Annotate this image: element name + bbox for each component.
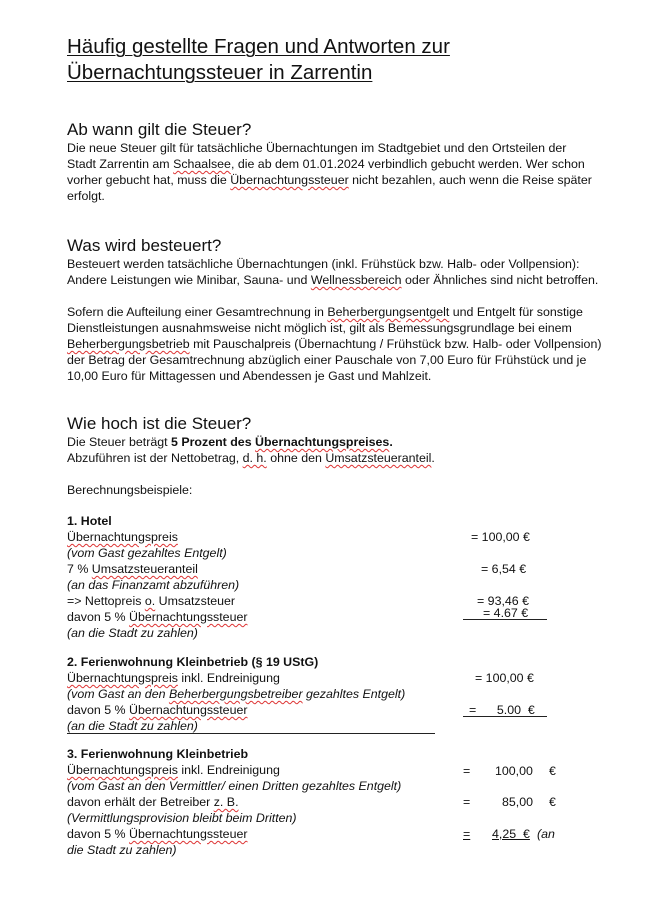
section-heading-when: Ab wann gilt die Steuer? bbox=[67, 120, 252, 139]
example-note: (vom Gast an den Beherbergungsbetreiber gezahltes Entgelt) bbox=[67, 687, 406, 701]
example-row: => Nettopreis o. Umsatzsteuer bbox=[67, 594, 236, 608]
text-line: Andere Leistungen wie Minibar, Sauna- und Wellnessbereich oder Ähnliches sind nicht betroffen. bbox=[67, 273, 599, 287]
equals-sign: = bbox=[463, 795, 471, 809]
example-note: (an die Stadt zu zahlen) bbox=[67, 626, 198, 640]
example-hotel bbox=[67, 513, 247, 641]
example-row: Übernachtungspreis inkl. Endreinigung bbox=[67, 671, 280, 685]
value-cell: = 100,00 € bbox=[471, 530, 530, 544]
value-cell: = 6,54 € bbox=[481, 562, 527, 576]
value-cell: = 4.67 € bbox=[483, 606, 529, 620]
example-note: (Vermittlungsprovision bleibt beim Dritten) bbox=[67, 811, 297, 825]
example-heading: 3. Ferienwohnung Kleinbetrieb bbox=[67, 747, 249, 761]
section-heading-how-much: Wie hoch ist die Steuer? bbox=[67, 414, 252, 433]
title-line-2: Übernachtungssteuer in Zarrentin bbox=[67, 61, 373, 84]
text-line: vorher gebucht hat, muss die Übernachtungssteuer nicht bezahlen, auch wenn die Reise später bbox=[67, 173, 592, 187]
value-cell: = 5.00 € bbox=[469, 703, 535, 717]
text-line: Stadt Zarrentin am Schaalsee, die ab dem 01.01.2024 verbindlich gebucht werden. Wer schon bbox=[67, 157, 585, 171]
section-how-much-text bbox=[67, 434, 435, 498]
sum-rule bbox=[463, 716, 547, 717]
title-line-1: Häufig gestellte Fragen und Antworten zur bbox=[67, 35, 450, 58]
example-row: Übernachtungspreis inkl. Endreinigung bbox=[67, 763, 280, 777]
equals-sign: = bbox=[463, 827, 471, 841]
section-heading-what: Was wird besteuert? bbox=[67, 236, 222, 255]
text-line: Die Steuer beträgt 5 Prozent des Übernachtungspreises. bbox=[67, 435, 393, 449]
section-what bbox=[67, 236, 601, 384]
section-rule bbox=[67, 733, 435, 734]
example-note: (an das Finanzamt abzuführen) bbox=[67, 578, 240, 592]
example-row: 7 % Umsatzsteueranteil bbox=[67, 562, 198, 576]
example-row: davon 5 % Übernachtungssteuer bbox=[67, 610, 248, 624]
text-line: Besteuert werden tatsächliche Übernachtungen (inkl. Frühstück bzw. Halb- oder Vollpension): bbox=[67, 257, 580, 271]
section-what-text bbox=[67, 256, 601, 384]
example-heading: 1. Hotel bbox=[67, 514, 112, 528]
example-ferienwohnung-kleinbetrieb bbox=[67, 746, 401, 858]
example-row: davon 5 % Übernachtungssteuer bbox=[67, 827, 248, 841]
section-when-text bbox=[67, 140, 592, 204]
section-how-much bbox=[67, 414, 435, 498]
text-line: erfolgt. bbox=[67, 189, 105, 203]
example-heading: 2. Ferienwohnung Kleinbetrieb (§ 19 UStG) bbox=[67, 655, 319, 669]
example-note: (vom Gast gezahltes Entgelt) bbox=[67, 546, 227, 560]
text-line: Sofern die Aufteilung einer Gesamtrechnung in Beherbergungsentgelt und Entgelt für sonstige bbox=[67, 305, 583, 319]
value-cell: 4,25 € bbox=[492, 827, 530, 841]
value-cell: = 93,46 € bbox=[477, 594, 530, 608]
text-line: Dienstleistungen ausnahmsweise nicht möglich ist, gilt als Bemessungsgrundlage bei einem bbox=[67, 321, 572, 335]
equals-sign: = bbox=[463, 764, 471, 778]
section-when bbox=[67, 120, 592, 204]
currency-symbol: € bbox=[549, 795, 556, 809]
example-ferienwohnung-kleinbetrieb-ustg bbox=[67, 654, 405, 734]
example-note: die Stadt zu zahlen) bbox=[67, 843, 177, 857]
sum-rule bbox=[463, 619, 547, 620]
value-cell: 100,00 bbox=[495, 764, 533, 778]
text-line: Die neue Steuer gilt für tatsächliche Übernachtungen im Stadtgebiet und den Ortsteilen der bbox=[67, 141, 567, 155]
text-line: der Betrag der Gesamtrechnung abzüglich einer Pauschale von 7,00 Euro für Frühstück und je bbox=[67, 353, 587, 367]
note-tail: (an bbox=[537, 827, 555, 841]
example-row: davon erhält der Betreiber z. B. bbox=[67, 795, 239, 809]
text-line: Abzuführen ist der Nettobetrag, d. h. ohne den Umsatzsteueranteil. bbox=[67, 451, 435, 465]
example-note: (an die Stadt zu zahlen) bbox=[67, 719, 198, 733]
value-cell: 85,00 bbox=[502, 795, 534, 809]
value-cell: = 100,00 € bbox=[475, 671, 534, 685]
examples-label: Berechnungsbeispiele: bbox=[67, 483, 193, 497]
currency-symbol: € bbox=[549, 764, 556, 778]
example-row: davon 5 % Übernachtungssteuer bbox=[67, 703, 248, 717]
text-line: Beherbergungsbetrieb mit Pauschalpreis (Übernachtung / Frühstück bzw. Halb- oder Vollpension) bbox=[67, 337, 602, 351]
example-note: (vom Gast an den Vermittler/ einen Dritten gezahltes Entgelt) bbox=[67, 779, 402, 793]
example-row: Übernachtungspreis bbox=[67, 530, 178, 544]
page-title bbox=[67, 34, 450, 86]
text-line: 10,00 Euro für Mittagessen und Abendessen je Gast und Mahlzeit. bbox=[67, 369, 432, 383]
